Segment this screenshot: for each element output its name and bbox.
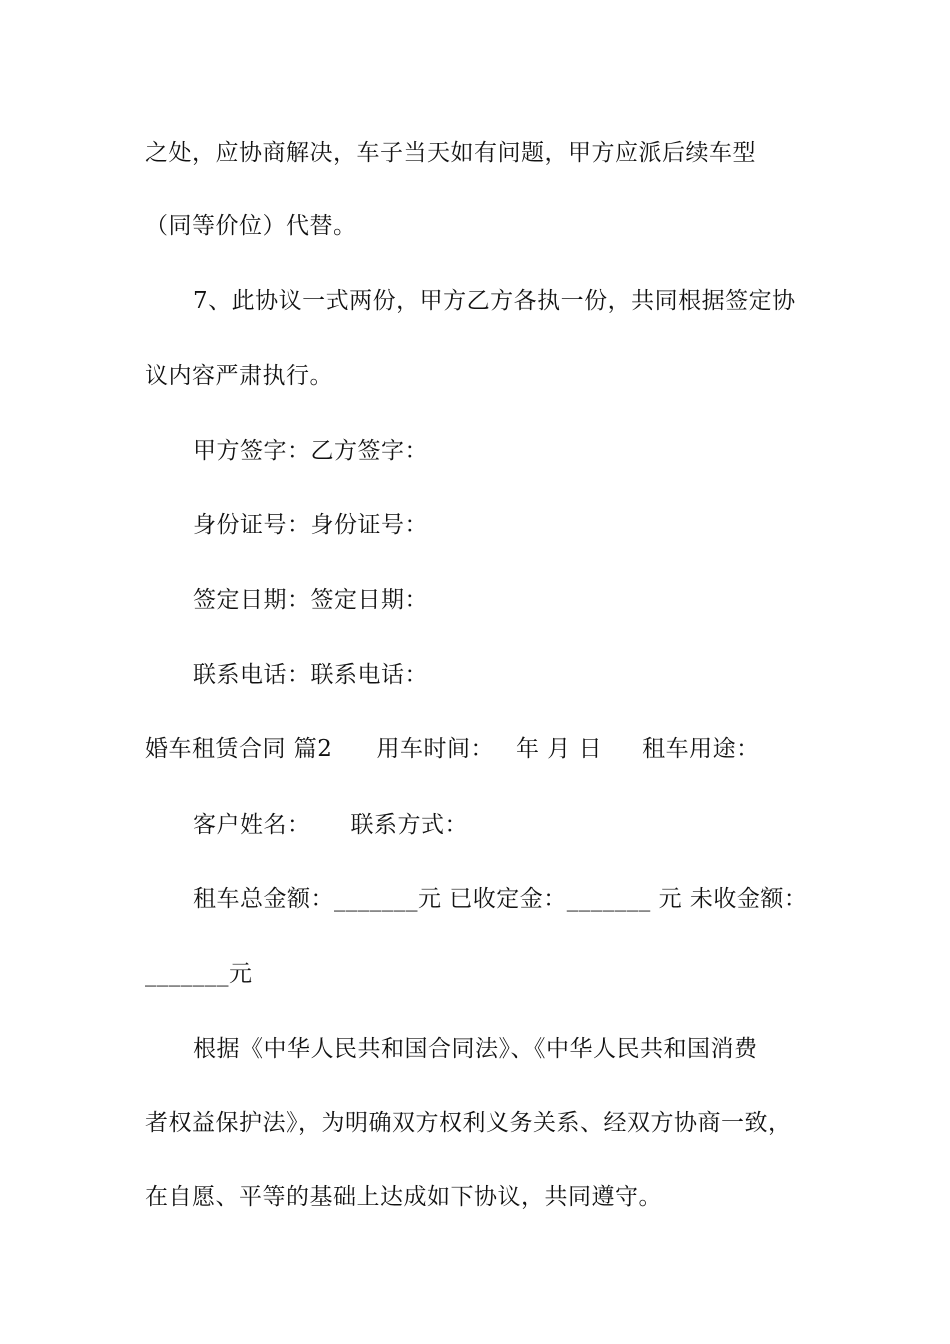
customer-name-label: 客户姓名：: [193, 812, 311, 838]
use-time-label: 用车时间：: [376, 736, 494, 762]
paragraph-line: 者权益保护法》，为明确双方权利义务关系、经双方协商一致，: [145, 1110, 792, 1136]
contact-label: 联系方式：: [350, 812, 468, 838]
sign-date-line: 签定日期：签定日期：: [193, 587, 428, 613]
amount-line-cont: _______元: [145, 961, 253, 987]
section-title: 婚车租赁合同 篇2: [145, 736, 333, 762]
date-fields: 年 月 日: [515, 736, 603, 762]
clause-7-line: 7、此协议一式两份，甲方乙方各执一份，共同根据签定协: [193, 288, 796, 314]
purpose-label: 租车用途：: [642, 736, 760, 762]
paragraph-line: 之处，应协商解决，车子当天如有问题，甲方应派后续车型: [145, 140, 756, 166]
section-2-header: [145, 734, 760, 764]
id-number-line: 身份证号：身份证号：: [193, 512, 428, 538]
customer-line: [193, 810, 468, 840]
signature-line: 甲方签字：乙方签字：: [193, 438, 428, 464]
paragraph-line: 在自愿、平等的基础上达成如下协议，共同遵守。: [145, 1184, 662, 1210]
paragraph-line: 议内容严肃执行。: [145, 363, 333, 389]
phone-line: 联系电话：联系电话：: [193, 662, 428, 688]
paragraph-line: （同等价位）代替。: [145, 213, 357, 239]
paragraph-line: 根据《中华人民共和国合同法》、《中华人民共和国消费: [193, 1036, 758, 1062]
amount-line: 租车总金额：_______元 已收定金：_______ 元 未收金额：: [193, 886, 808, 912]
